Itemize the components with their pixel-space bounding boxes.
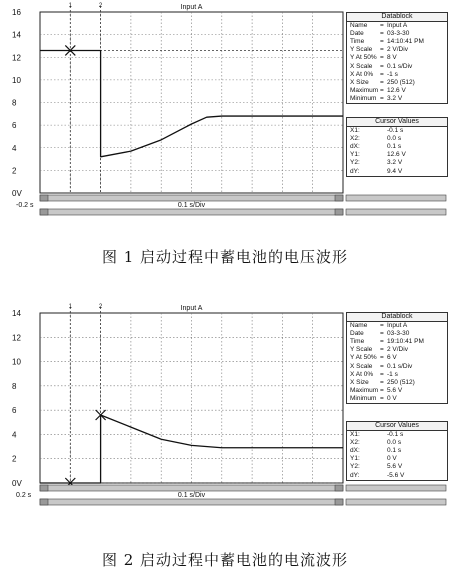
panel-equals	[380, 439, 387, 447]
panel-value: -0.1 s	[387, 431, 404, 439]
y-tick-label: 8	[12, 381, 17, 391]
panel-row	[347, 472, 447, 480]
panel-equals	[380, 455, 387, 463]
y-tick-label: 4	[12, 430, 17, 440]
panel-row	[347, 371, 447, 379]
panel-value: 0.1 s	[387, 447, 402, 455]
panel-row	[347, 30, 447, 38]
panel-equals: =	[380, 330, 384, 338]
panel-header: Datablock	[347, 313, 447, 322]
panel-row	[347, 95, 447, 103]
y-tick-label: 0V	[12, 479, 22, 488]
panel-value: 6 V	[387, 354, 397, 362]
panel-equals: =	[380, 62, 384, 70]
panel-row	[347, 447, 447, 455]
panel-equals: =	[380, 378, 384, 386]
panel-key: dY:	[350, 471, 360, 479]
panel-value: -1 s	[387, 370, 398, 378]
panel-row	[347, 363, 447, 371]
panel-key: Maximum	[350, 86, 379, 94]
panel-equals: =	[380, 38, 384, 46]
panel-row	[347, 463, 447, 471]
panel-equals	[380, 151, 387, 159]
panel-row	[347, 46, 447, 54]
panel-value: 3.2 V	[387, 159, 403, 167]
panel-row	[347, 387, 447, 395]
panel-row	[347, 330, 447, 338]
panel-row	[347, 79, 447, 87]
panel-value: 0.1 s	[387, 143, 402, 151]
panel-value: 5.6 V	[387, 386, 403, 394]
cursor-label: 1	[68, 304, 72, 310]
scroll-right-button	[335, 499, 343, 505]
panel-key: dY:	[350, 167, 360, 175]
scroll-track	[40, 195, 343, 201]
panel-equals: =	[380, 78, 384, 86]
datablock-panel	[346, 312, 448, 404]
y-tick-label: 2	[12, 166, 17, 176]
panel-key: X Size	[350, 378, 369, 386]
panel-equals: =	[380, 94, 384, 102]
panel-scroll-track	[346, 209, 446, 215]
panel-equals: =	[380, 86, 384, 94]
panel-key: Y Scale	[350, 46, 373, 54]
scroll-track	[40, 209, 343, 215]
panel-key: X At 0%	[350, 70, 374, 78]
scroll-right-button	[335, 195, 343, 201]
panel-key: Name	[350, 322, 368, 330]
panel-equals	[380, 463, 387, 471]
panel-row	[347, 322, 447, 330]
panel-equals	[380, 168, 387, 176]
scroll-left-button	[40, 499, 48, 505]
panel-key: X Size	[350, 78, 369, 86]
panel-value: 9.4 V	[387, 167, 403, 175]
figure-2-caption: 图 2 启动过程中蓄电池的电流波形	[101, 551, 349, 569]
cursor-values-panel	[346, 421, 448, 481]
panel-equals	[380, 127, 387, 135]
panel-key: X At 0%	[350, 370, 374, 378]
panel-equals	[380, 447, 387, 455]
panel-row	[347, 455, 447, 463]
panel-key: X Scale	[350, 62, 373, 70]
panel-scroll-track	[346, 499, 446, 505]
panel-value: 0.0 s	[387, 135, 402, 143]
panel-header: Datablock	[347, 13, 447, 22]
panel-equals: =	[380, 362, 384, 370]
panel-key: Y At 50%	[350, 54, 377, 62]
panel-scroll-track	[346, 195, 446, 201]
cursor-values-panel	[346, 117, 448, 177]
panel-key: Minimum	[350, 394, 377, 402]
panel-header: Cursor Values	[347, 118, 447, 127]
panel-row	[347, 38, 447, 46]
panel-key: Y2:	[350, 159, 360, 167]
panel-row	[347, 431, 447, 439]
y-tick-label: 16	[12, 8, 21, 17]
panel-row	[347, 54, 447, 62]
panel-row	[347, 439, 447, 447]
scroll-center-label: 0.1 s/Div	[177, 492, 206, 499]
panel-key: X1:	[350, 431, 360, 439]
panel-value: 5.6 V	[387, 463, 403, 471]
panel-value: 14:10:41 PM	[387, 38, 424, 46]
panel-equals: =	[380, 46, 384, 54]
panel-value: 03-3-30	[387, 330, 410, 338]
panel-equals: =	[380, 346, 384, 354]
scroll-center-label: 0.1 s/Div	[177, 202, 206, 209]
panel-scroll-track	[346, 485, 446, 491]
panel-row	[347, 135, 447, 143]
panel-key: Name	[350, 22, 368, 30]
y-tick-label: 10	[12, 357, 21, 367]
cursor-label: 1	[68, 3, 72, 9]
cursor-label: 2	[98, 304, 103, 310]
panel-key: Maximum	[350, 386, 379, 394]
panel-row	[347, 168, 447, 176]
y-tick-label: 14	[12, 309, 21, 318]
panel-equals: =	[380, 54, 384, 62]
panel-key: Minimum	[350, 94, 377, 102]
scope-title: Input A	[180, 4, 203, 11]
panel-equals	[380, 431, 387, 439]
panel-value: 0.1 s/Div	[387, 362, 413, 370]
panel-value: 2 V/Div	[387, 346, 408, 354]
panel-value: 3.2 V	[387, 94, 403, 102]
panel-key: Time	[350, 338, 365, 346]
y-tick-label: 4	[12, 143, 17, 153]
figure-1-caption: 图 1 启动过程中蓄电池的电压波形	[101, 248, 349, 266]
panel-key: Date	[350, 30, 364, 38]
y-tick-label: 2	[12, 454, 17, 464]
panel-value: 03-3-30	[387, 30, 410, 38]
panel-key: Y At 50%	[350, 354, 377, 362]
panel-row	[347, 338, 447, 346]
panel-key: Y1:	[350, 151, 360, 159]
panel-equals: =	[380, 22, 384, 30]
scroll-left-button	[40, 195, 48, 201]
panel-row	[347, 63, 447, 71]
panel-key: Time	[350, 38, 365, 46]
y-tick-label: 14	[12, 30, 21, 40]
scroll-right-button	[335, 485, 343, 491]
panel-key: Y1:	[350, 455, 360, 463]
panel-header: Cursor Values	[347, 422, 447, 431]
panel-value: -1 s	[387, 70, 398, 78]
y-tick-label: 12	[12, 333, 21, 343]
panel-key: X1:	[350, 127, 360, 135]
panel-key: dX:	[350, 447, 360, 455]
panel-equals	[380, 135, 387, 143]
panel-equals: =	[380, 70, 384, 78]
panel-row	[347, 151, 447, 159]
scope-figure-2	[0, 300, 450, 528]
panel-key: X2:	[350, 439, 360, 447]
panel-value: Input A	[387, 22, 408, 30]
panel-equals	[380, 472, 387, 480]
panel-value: 2 V/Div	[387, 46, 408, 54]
panel-value: -0.1 s	[387, 127, 404, 135]
panel-row	[347, 395, 447, 403]
scroll-left-button	[40, 209, 48, 215]
datablock-panel	[346, 12, 448, 104]
panel-equals	[380, 143, 387, 151]
panel-row	[347, 127, 447, 135]
scroll-right-button	[335, 209, 343, 215]
panel-key: Date	[350, 330, 364, 338]
panel-row	[347, 143, 447, 151]
y-tick-label: 10	[12, 75, 21, 85]
scroll-left-label: -0.2 s	[16, 202, 34, 209]
y-tick-label: 6	[12, 406, 17, 416]
panel-equals	[380, 159, 387, 167]
panel-key: X Scale	[350, 362, 373, 370]
panel-key: X2:	[350, 135, 360, 143]
panel-key: dX:	[350, 143, 360, 151]
panel-value: 250 (512)	[387, 378, 415, 386]
panel-value: 0 V	[387, 455, 397, 463]
panel-row	[347, 354, 447, 362]
panel-value: 250 (512)	[387, 78, 415, 86]
panel-row	[347, 22, 447, 30]
panel-equals: =	[380, 394, 384, 402]
scroll-left-label: 0.2 s	[16, 492, 32, 499]
panel-key: Y2:	[350, 463, 360, 471]
panel-value: 12.6 V	[387, 151, 406, 159]
panel-row	[347, 346, 447, 354]
scope-title: Input A	[180, 305, 203, 312]
panel-equals: =	[380, 30, 384, 38]
panel-value: 12.6 V	[387, 86, 406, 94]
y-tick-label: 6	[12, 121, 17, 131]
panel-value: 0.1 s/Div	[387, 62, 413, 70]
panel-value: 0.0 s	[387, 439, 402, 447]
cursor-label: 2	[98, 3, 103, 9]
panel-value: 0 V	[387, 394, 397, 402]
panel-equals: =	[380, 354, 384, 362]
panel-equals: =	[380, 386, 384, 394]
panel-row	[347, 87, 447, 95]
y-tick-label: 8	[12, 98, 17, 108]
scroll-left-button	[40, 485, 48, 491]
y-tick-label: 0V	[12, 189, 22, 198]
y-tick-label: 12	[12, 53, 21, 63]
scroll-track	[40, 499, 343, 505]
panel-value: -5.6 V	[387, 471, 405, 479]
panel-row	[347, 379, 447, 387]
panel-row	[347, 159, 447, 167]
panel-row	[347, 71, 447, 79]
panel-equals: =	[380, 370, 384, 378]
panel-value: 19:10:41 PM	[387, 338, 424, 346]
panel-value: Input A	[387, 322, 408, 330]
panel-value: 8 V	[387, 54, 397, 62]
panel-key: Y Scale	[350, 346, 373, 354]
panel-equals: =	[380, 322, 384, 330]
scope-figure-1	[0, 0, 450, 228]
scroll-track	[40, 485, 343, 491]
panel-equals: =	[380, 338, 384, 346]
